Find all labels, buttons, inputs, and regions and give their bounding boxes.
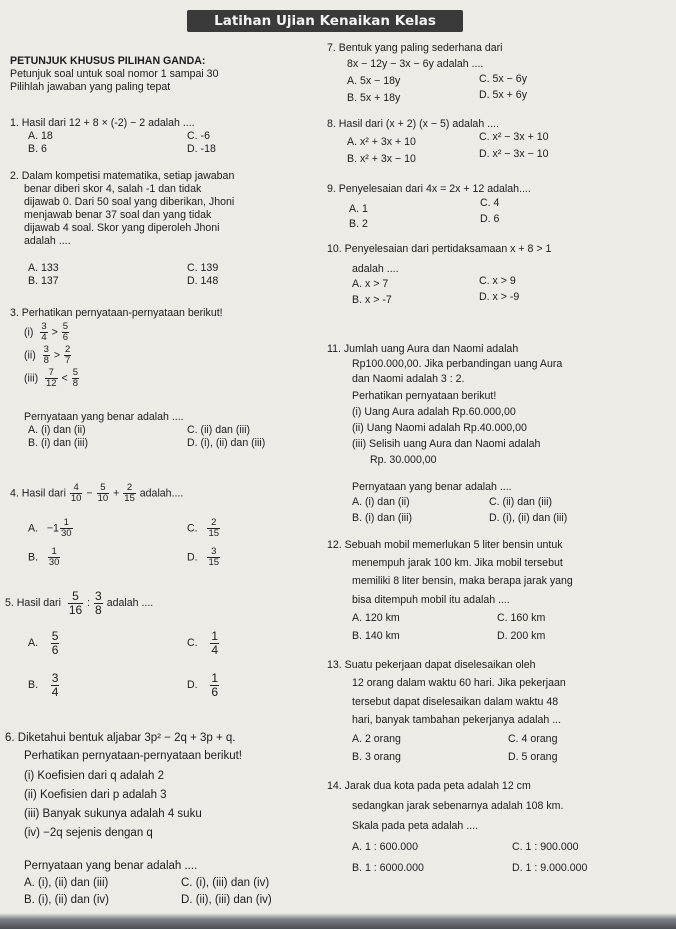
q6-stem: 6. Diketahui bentuk aljabar 3p² − 2q + 3p + q. xyxy=(5,732,236,744)
q3-prompt: Pernyataan yang benar adalah .... xyxy=(24,411,184,423)
q7-option-c[interactable]: C. 5x − 6y xyxy=(479,73,527,85)
q11-line-3: dan Naomi adalah 3 : 2. xyxy=(352,373,465,385)
q6-option-a[interactable]: A. (i), (ii) dan (iii) xyxy=(24,877,109,889)
q1-stem: 1. Hasil dari 12 + 8 × (-2) − 2 adalah .... xyxy=(10,117,195,129)
q6-statement-3: (iii) Banyak sukunya adalah 4 suku xyxy=(24,808,202,820)
q2-option-a[interactable]: A. 133 xyxy=(28,262,59,274)
q6-prompt-2: Pernyataan yang benar adalah .... xyxy=(24,860,198,872)
q13-option-a[interactable]: A. 2 orang xyxy=(352,733,401,745)
q3-stem: 3. Perhatikan pernyataan-pernyataan berikut! xyxy=(10,307,223,319)
q6-option-b[interactable]: B. (i), (ii) dan (iv) xyxy=(24,894,109,906)
q8-option-a[interactable]: A. x² + 3x + 10 xyxy=(347,136,416,148)
q7-stem-2: 8x − 12y − 3x − 6y adalah .... xyxy=(347,58,484,70)
q2-line-4: menjawab benar 37 soal dan yang tidak xyxy=(24,209,212,221)
q1-option-c[interactable]: C. -6 xyxy=(187,130,210,142)
q10-option-c[interactable]: C. x > 9 xyxy=(479,275,516,287)
q12-option-a[interactable]: A. 120 km xyxy=(352,612,400,624)
q7-option-d[interactable]: D. 5x + 6y xyxy=(479,89,527,101)
q14-option-a[interactable]: A. 1 : 600.000 xyxy=(352,841,418,853)
q9-stem: 9. Penyelesaian dari 4x = 2x + 12 adalah.... xyxy=(327,183,531,195)
q2-line-1: 2. Dalam kompetisi matematika, setiap jawaban xyxy=(10,170,235,182)
q6-option-d[interactable]: D. (ii), (iii) dan (iv) xyxy=(181,894,272,906)
q11-prompt: Pernyataan yang benar adalah .... xyxy=(352,481,512,493)
q13-option-b[interactable]: B. 3 orang xyxy=(352,751,401,763)
q11-option-a[interactable]: A. (i) dan (ii) xyxy=(352,496,410,508)
q2-line-3: dijawab 0. Dari 50 soal yang diberikan, Jhoni xyxy=(24,196,235,208)
q10-stem-1: 10. Penyelesaian dari pertidaksamaan x + 8 > 1 xyxy=(327,243,552,255)
q11-line-8: Rp. 30.000,00 xyxy=(370,454,437,466)
q12-option-b[interactable]: B. 140 km xyxy=(352,630,400,642)
q1-option-b[interactable]: B. 6 xyxy=(28,143,47,155)
q8-option-b[interactable]: B. x² + 3x − 10 xyxy=(347,153,416,165)
q9-option-d[interactable]: D. 6 xyxy=(480,213,500,225)
q11-option-c[interactable]: C. (ii) dan (iii) xyxy=(489,496,552,508)
q14-line-2: sedangkan jarak sebenarnya adalah 108 km. xyxy=(352,800,564,812)
q2-option-d[interactable]: D. 148 xyxy=(187,275,219,287)
q5-stem: 5. Hasil dari $\frac{5}{16}$ : $\frac{3}{8}$ adalah .... xyxy=(5,589,154,617)
q6-statement-4: (iv) −2q sejenis dengan q xyxy=(24,827,153,839)
q3-option-c[interactable]: C. (ii) dan (iii) xyxy=(187,424,250,436)
instructions-line-1: Petunjuk soal untuk soal nomor 1 sampai 30 xyxy=(10,68,219,80)
q2-option-b[interactable]: B. 137 xyxy=(28,275,59,287)
instructions-heading: PETUNJUK KHUSUS PILIHAN GANDA: xyxy=(10,55,206,67)
q10-stem-2: adalah .... xyxy=(352,263,399,275)
q4-option-b[interactable]: B. $\frac{1}{30}$ xyxy=(28,546,60,568)
q6-statement-2: (ii) Koefisien dari p adalah 3 xyxy=(24,789,167,801)
q8-stem: 8. Hasil dari (x + 2) (x − 5) adalah .... xyxy=(327,118,499,130)
q5-option-d[interactable]: D. $\frac{1}{6}$ xyxy=(187,671,219,699)
q11-option-b[interactable]: B. (i) dan (iii) xyxy=(352,512,413,524)
q13-line-3: tersebut dapat diselesaikan dalam waktu 48 xyxy=(352,696,559,708)
q14-line-1: 14. Jarak dua kota pada peta adalah 12 cm xyxy=(327,780,531,792)
q3-option-a[interactable]: A. (i) dan (ii) xyxy=(28,424,86,436)
q12-line-3: memiliki 8 liter bensin, maka berapa jarak yang xyxy=(352,575,573,587)
q5-option-c[interactable]: C. $\frac{1}{4}$ xyxy=(187,629,219,657)
q2-line-6: adalah .... xyxy=(24,235,71,247)
q3-statement-1: (i) $\frac{3}{4}$ > $\frac{5}{6}$ xyxy=(24,321,68,343)
q9-option-c[interactable]: C. 4 xyxy=(480,197,500,209)
q2-option-c[interactable]: C. 139 xyxy=(187,262,219,274)
q5-option-a[interactable]: A. $\frac{5}{6}$ xyxy=(28,629,59,657)
q3-option-d[interactable]: D. (i), (ii) dan (iii) xyxy=(187,437,266,449)
page-bottom-shadow xyxy=(0,913,676,929)
q3-statement-3: (iii) $\frac{7}{12}$ < $\frac{5}{8}$ xyxy=(24,367,78,389)
q11-line-2: Rp100.000,00. Jika perbandingan uang Aura xyxy=(352,358,563,370)
q4-stem: 4. Hasil dari $\frac{4}{10}$ − $\frac{5}{10}$ + $\frac{2}{15}$ adalah.... xyxy=(10,482,184,504)
q10-option-d[interactable]: D. x > -9 xyxy=(479,291,520,303)
q13-line-4: hari, banyak tambahan pekerjanya adalah ... xyxy=(352,714,562,726)
q9-option-b[interactable]: B. 2 xyxy=(349,218,368,230)
q11-line-5: (i) Uang Aura adalah Rp.60.000,00 xyxy=(352,406,516,418)
q8-option-d[interactable]: D. x² − 3x − 10 xyxy=(479,148,549,160)
q13-option-d[interactable]: D. 5 orang xyxy=(508,751,558,763)
q12-line-1: 12. Sebuah mobil memerlukan 5 liter bensin untuk xyxy=(327,539,563,551)
q8-option-c[interactable]: C. x² − 3x + 10 xyxy=(479,131,549,143)
q2-line-5: dijawab 4 soal. Skor yang diperoleh Jhoni xyxy=(24,222,220,234)
q14-line-3: Skala pada peta adalah .... xyxy=(352,820,479,832)
page-title: Latihan Ujian Kenaikan Kelas xyxy=(187,10,463,32)
instructions-line-2: Pilihlah jawaban yang paling tepat xyxy=(10,81,171,93)
q4-option-d[interactable]: D. $\frac{3}{15}$ xyxy=(187,546,220,568)
q10-option-b[interactable]: B. x > -7 xyxy=(352,294,392,306)
q11-option-d[interactable]: D. (i), (ii) dan (iii) xyxy=(489,512,568,524)
q13-option-c[interactable]: C. 4 orang xyxy=(508,733,558,745)
q10-option-a[interactable]: A. x > 7 xyxy=(352,278,389,290)
q4-option-c[interactable]: C. $\frac{2}{15}$ xyxy=(187,517,220,539)
q4-option-a[interactable]: A. −1 $\frac{1}{30}$ xyxy=(28,517,72,539)
q14-option-c[interactable]: C. 1 : 900.000 xyxy=(512,841,579,853)
q12-line-4: bisa ditempuh mobil itu adalah .... xyxy=(352,594,510,606)
q6-option-c[interactable]: C. (i), (iii) dan (iv) xyxy=(181,877,270,889)
q11-line-6: (ii) Uang Naomi adalah Rp.40.000,00 xyxy=(352,422,527,434)
q2-line-2: benar diberi skor 4, salah -1 dan tidak xyxy=(24,183,202,195)
q13-line-2: 12 orang dalam waktu 60 hari. Jika pekerjaan xyxy=(352,677,566,689)
q7-option-b[interactable]: B. 5x + 18y xyxy=(347,92,401,104)
q13-line-1: 13. Suatu pekerjaan dapat diselesaikan oleh xyxy=(327,659,536,671)
q7-stem-1: 7. Bentuk yang paling sederhana dari xyxy=(327,42,503,54)
q11-line-1: 11. Jumlah uang Aura dan Naomi adalah xyxy=(327,343,519,355)
q11-line-4: Perhatikan pernyataan berikut! xyxy=(352,390,497,402)
q1-option-d[interactable]: D. -18 xyxy=(187,143,216,155)
q3-option-b[interactable]: B. (i) dan (iii) xyxy=(28,437,89,449)
q5-option-b[interactable]: B. $\frac{3}{4}$ xyxy=(28,671,59,699)
q7-option-a[interactable]: A. 5x − 18y xyxy=(347,75,401,87)
q14-option-b[interactable]: B. 1 : 6000.000 xyxy=(352,862,424,874)
q14-option-d[interactable]: D. 1 : 9.000.000 xyxy=(512,862,588,874)
q6-statement-1: (i) Koefisien dari q adalah 2 xyxy=(24,770,164,782)
q3-statement-2: (ii) $\frac{3}{8}$ > $\frac{2}{7}$ xyxy=(24,344,71,366)
q11-line-7: (iii) Selisih uang Aura dan Naomi adalah xyxy=(352,438,541,450)
q1-option-a[interactable]: A. 18 xyxy=(28,130,53,142)
q12-option-d[interactable]: D. 200 km xyxy=(497,630,546,642)
q12-line-2: menempuh jarak 100 km. Jika mobil tersebut xyxy=(352,557,563,569)
q12-option-c[interactable]: C. 160 km xyxy=(497,612,546,624)
q9-option-a[interactable]: A. 1 xyxy=(349,203,368,215)
q6-prompt: Perhatikan pernyataan-pernyataan berikut! xyxy=(24,750,243,762)
